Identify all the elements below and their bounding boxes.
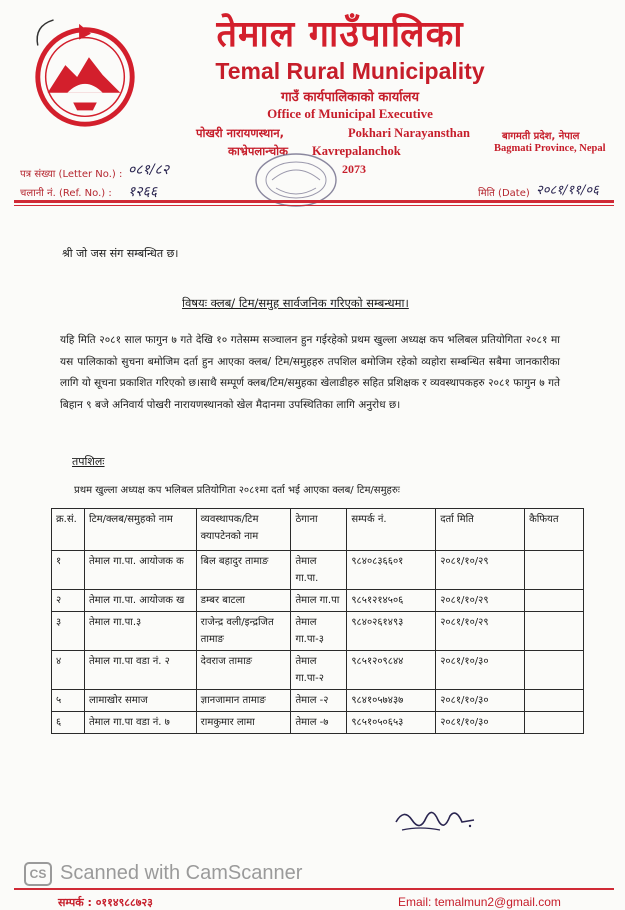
table-cell xyxy=(525,690,584,712)
column-header: ठेगाना xyxy=(291,509,347,551)
table-cell: २०८१/१०/३० xyxy=(436,651,525,690)
camscanner-logo-icon: CS xyxy=(24,862,52,886)
table-cell xyxy=(525,712,584,734)
column-header: कैफियत xyxy=(525,509,584,551)
column-header: क्र.सं. xyxy=(52,509,85,551)
table-row xyxy=(52,712,584,734)
table-cell: ज्ञानजामान तामाङ xyxy=(196,690,291,712)
table-cell: ३ xyxy=(52,612,85,651)
table-cell: तेमाल गा.पा-२ xyxy=(291,651,347,690)
table-cell: रामकुमार लामा xyxy=(196,712,291,734)
table-cell: तेमाल गा.पा. xyxy=(291,551,347,590)
table-cell: लामाखोर समाज xyxy=(84,690,196,712)
table-row xyxy=(52,612,584,651)
table-cell xyxy=(525,651,584,690)
table-cell: २०८१/१०/३० xyxy=(436,712,525,734)
established-year: 2073 xyxy=(342,162,366,176)
table-cell: २ xyxy=(52,590,85,612)
header-divider xyxy=(14,200,614,203)
table-cell: राजेन्द्र वली/इन्द्रजित तामाङ xyxy=(196,612,291,651)
column-header: टिम/क्लब/समुहको नाम xyxy=(84,509,196,551)
table-row xyxy=(52,551,584,590)
table-cell: २०८१/१०/३० xyxy=(436,690,525,712)
table-cell: तेमाल गा.पा वडा नं. २ xyxy=(84,651,196,690)
table-cell: डम्बर बाटला xyxy=(196,590,291,612)
office-name-english: Office of Municipal Executive xyxy=(267,106,433,121)
letter-number-label: पत्र संख्या (Letter No.) : xyxy=(20,169,123,180)
address-english-line2: Kavrepalanchok xyxy=(312,144,401,158)
table-cell: २०८१/१०/२९ xyxy=(436,551,525,590)
footer-email: Email: temalmun2@gmail.com xyxy=(398,895,561,909)
footer-divider xyxy=(14,888,614,890)
table-cell: तेमाल गा.पा. आयोजक क xyxy=(84,551,196,590)
table-cell: २०८१/१०/२९ xyxy=(436,590,525,612)
reference-number-value: १२६६ xyxy=(128,184,158,200)
salutation: श्री जो जस संग सम्बन्धित छ। xyxy=(62,247,179,260)
column-header: दर्ता मिति xyxy=(436,509,525,551)
municipality-emblem-icon xyxy=(26,16,144,134)
table-cell: तेमाल गा.पा.३ xyxy=(84,612,196,651)
table-row xyxy=(52,651,584,690)
address-nepali-line2: काभ्रेपलान्चोक xyxy=(228,144,288,158)
body-paragraph: यहि मिति २०८१ साल फागुन ७ गते देखि १० गतेसम्म सञ्चालन हुन गईरहेको प्रथम खुल्ला अध्यक्ष कप भलिबल प्रतियोगिता २०८१ मा यस पालिकाको सुचना बमोजिम दर्ता हुन आएका क्लब/ टिम/समुहहरु तपशिल बमोजिम रहेको व्यहोरा सम्बन्धित सबैमा जानकारीका लागि यो सूचना प्रकाशित गरिएको छ।साथै सम्पूर्ण क्लब/टिम/समुहका खेलाडीहरु सहित प्रशिक्षक र व्यवस्थापकहरु २०८१ फागुन ७ गते बिहान ९ बजे अनिवार्य पोखरी नारायणस्थानको खेल मैदानमा उपस्थितिका लागि अनुरोध छ। xyxy=(60,334,560,411)
camscanner-watermark: Scanned with CamScanner xyxy=(60,862,303,884)
footer-contact: सम्पर्क : ०११४९८८७२३ xyxy=(58,896,153,909)
office-name-nepali: गाउँ कार्यपालिकाको कार्यालय xyxy=(281,90,419,105)
date-value: २०८१/११/०६ xyxy=(536,183,599,198)
table-cell xyxy=(525,551,584,590)
address-english-line1: Pokhari Narayansthan xyxy=(348,126,470,140)
table-header-row xyxy=(52,509,584,551)
column-header: सम्पर्क नं. xyxy=(347,509,436,551)
province-nepali: बागमती प्रदेश, नेपाल xyxy=(502,131,580,142)
table-cell: ९८५१०५०६५३ xyxy=(347,712,436,734)
letter-number-value: ०८१/८२ xyxy=(128,162,170,178)
column-header: व्यवस्थापक/टिम क्यापटेनको नाम xyxy=(196,509,291,551)
table-intro: प्रथम खुल्ला अध्यक्ष कप भलिबल प्रतियोगिता २०८१मा दर्ता भई आएका क्लब/ टिम/समुहरुः xyxy=(74,485,400,496)
table-cell: ५ xyxy=(52,690,85,712)
table-cell: ९८४०२६१४९३ xyxy=(347,612,436,651)
table-cell: १ xyxy=(52,551,85,590)
details-heading: तपशिलः xyxy=(72,455,105,468)
municipality-title-nepali: तेमाल गाउँपालिका xyxy=(216,14,464,55)
table-cell: ९८५१२१४५०६ xyxy=(347,590,436,612)
table-cell: ९८४०८३६६०१ xyxy=(347,551,436,590)
header-divider-thin xyxy=(14,205,614,206)
signature-icon xyxy=(390,800,480,840)
table-cell: ६ xyxy=(52,712,85,734)
table-cell xyxy=(525,590,584,612)
table-cell: तेमाल गा.पा. आयोजक ख xyxy=(84,590,196,612)
table-cell: ९८५१२०९८४४ xyxy=(347,651,436,690)
table-cell: तेमाल -२ xyxy=(291,690,347,712)
subject-line: विषयः क्लब/ टिम/समुह सार्वजनिक गरिएको सम्बन्धमा। xyxy=(182,296,409,310)
date-label: मिति (Date) xyxy=(478,188,530,199)
registered-teams-table xyxy=(51,508,584,734)
table-cell: ९८४१०५७४३७ xyxy=(347,690,436,712)
table-cell: तेमाल -७ xyxy=(291,712,347,734)
table-cell: ४ xyxy=(52,651,85,690)
table-cell: बिल बहादुर तामाङ xyxy=(196,551,291,590)
province-english: Bagmati Province, Nepal xyxy=(494,143,606,154)
table-cell: देवराज तामाङ xyxy=(196,651,291,690)
table-row xyxy=(52,590,584,612)
table-cell: तेमाल गा.पा वडा नं. ७ xyxy=(84,712,196,734)
table-cell: २०८१/१०/२९ xyxy=(436,612,525,651)
table-cell: तेमाल गा.पा-३ xyxy=(291,612,347,651)
municipality-title-english: Temal Rural Municipality xyxy=(215,58,485,84)
address-nepali-line1: पोखरी नारायणस्थान, xyxy=(196,126,284,140)
table-cell: तेमाल गा.पा xyxy=(291,590,347,612)
reference-number-label: चलानी नं. (Ref. No.) : xyxy=(20,188,112,199)
table-row xyxy=(52,690,584,712)
table-cell xyxy=(525,612,584,651)
